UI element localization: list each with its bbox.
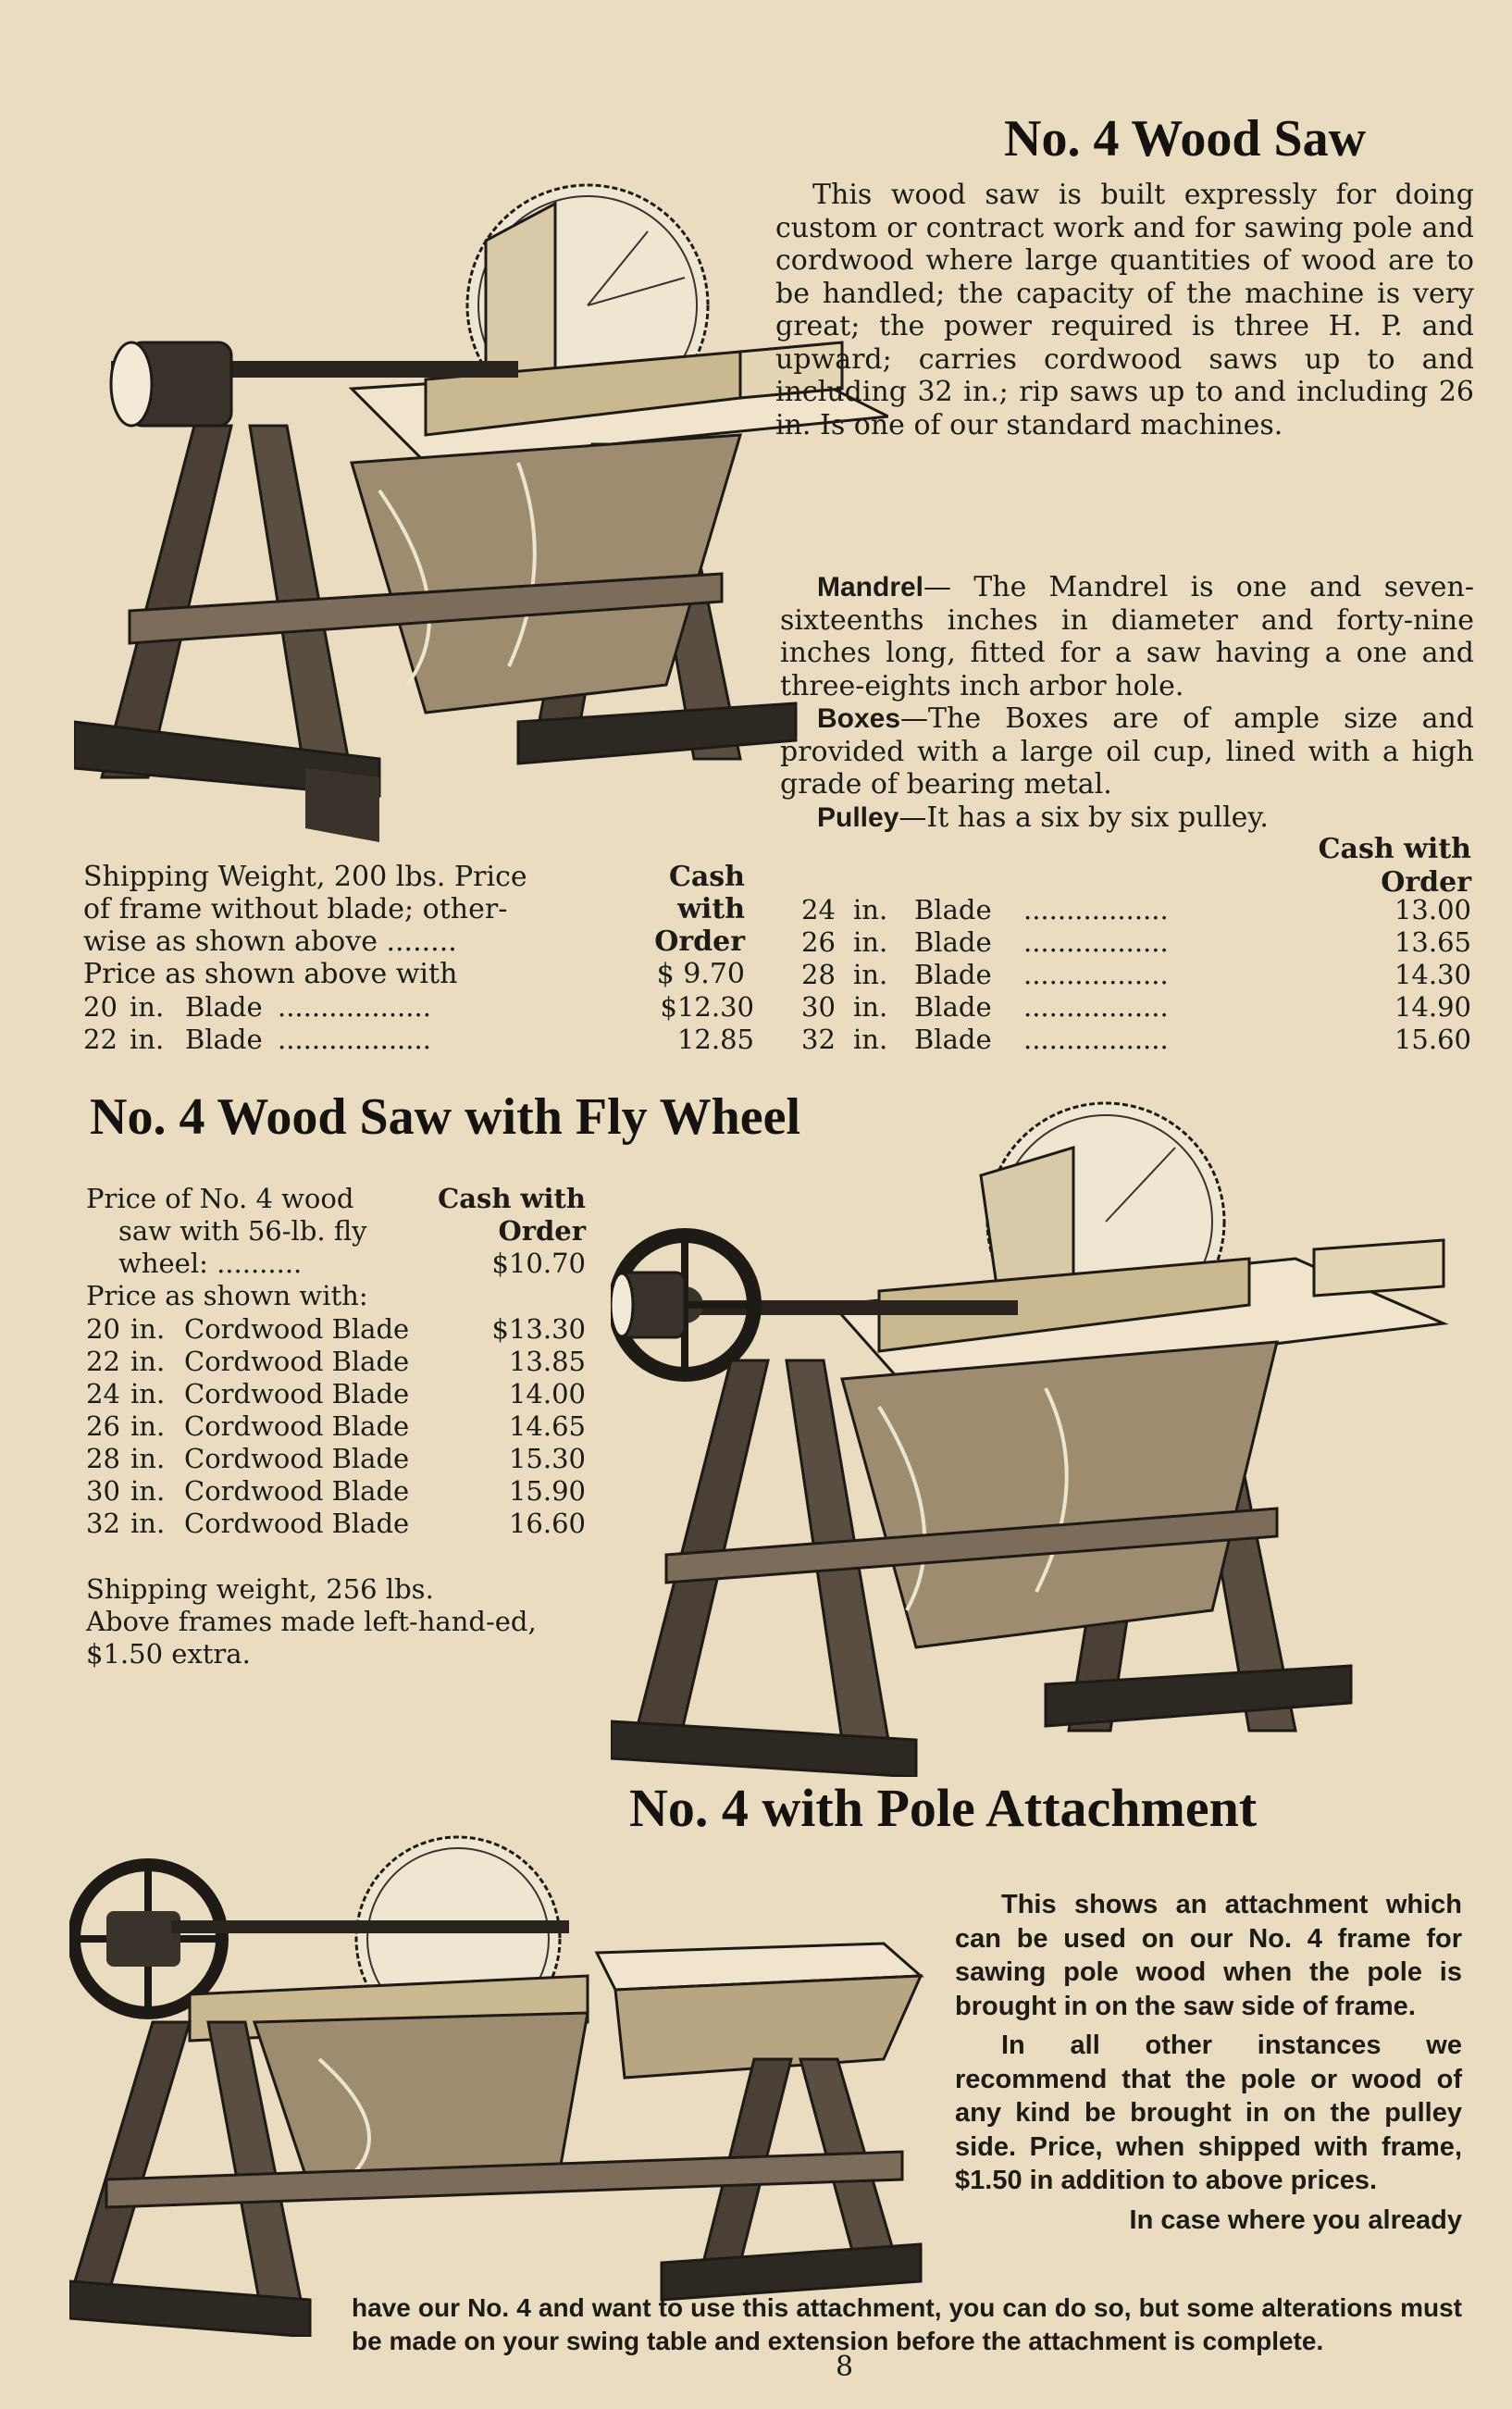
blade-label: Blade bbox=[914, 959, 992, 990]
blade-price: 13.00 bbox=[1394, 894, 1471, 925]
wood-saw-specs bbox=[780, 571, 1474, 834]
order-header: Order bbox=[654, 925, 745, 958]
blade-label: Blade bbox=[914, 926, 992, 958]
fly-wheel-price: $10.70 bbox=[491, 1248, 586, 1279]
blade-label: Blade bbox=[914, 894, 992, 925]
wood-saw-intro-wide bbox=[775, 179, 1474, 441]
wood-saw-right-header bbox=[1295, 833, 1471, 900]
blade-price: 14.00 bbox=[508, 1378, 586, 1409]
blade-size: 26 bbox=[86, 1410, 120, 1442]
price-line: Price of No. 4 wood bbox=[86, 1183, 354, 1214]
table-row bbox=[801, 1023, 1471, 1055]
table-row bbox=[86, 1507, 586, 1539]
blade-price: 13.85 bbox=[508, 1346, 586, 1377]
table-row bbox=[83, 1023, 754, 1055]
blade-price: $13.30 bbox=[491, 1313, 586, 1345]
table-row bbox=[86, 1409, 586, 1442]
blade-label: Cordwood Blade bbox=[184, 1410, 410, 1442]
blade-size: 28 bbox=[801, 959, 836, 990]
left-hand-note: Above frames made left-hand-ed, $1.50 extra. bbox=[86, 1606, 537, 1670]
blade-price: 15.30 bbox=[508, 1443, 586, 1474]
pole-para-3-start: In case where you already bbox=[1129, 2204, 1462, 2235]
pole-para-3-rest: have our No. 4 and want to use this attachment, you can do so, but some alterations must be made on your swing table and extension before the attachment is complete. bbox=[352, 2293, 1462, 2355]
table-row bbox=[86, 1345, 586, 1377]
leader-dots: ................. bbox=[1023, 991, 1169, 1023]
blade-label: Blade bbox=[185, 1024, 263, 1055]
table-row bbox=[83, 990, 754, 1023]
blade-size: 28 bbox=[86, 1443, 120, 1474]
blade-price: 13.65 bbox=[1394, 926, 1471, 958]
blade-size: 22 bbox=[86, 1346, 120, 1377]
leader-dots: ................. bbox=[1023, 894, 1169, 925]
leader-dots: ................. bbox=[1023, 1024, 1169, 1055]
pulley-text: —It has a six by six pulley. bbox=[899, 801, 1269, 834]
price-line: saw with 56-lb. fly bbox=[118, 1215, 367, 1247]
blade-label: Cordwood Blade bbox=[184, 1346, 410, 1377]
blade-price: $12.30 bbox=[660, 991, 754, 1023]
blade-unit: in. bbox=[853, 894, 888, 925]
blade-unit: in. bbox=[130, 1346, 166, 1377]
blade-label: Cordwood Blade bbox=[184, 1443, 410, 1474]
section-title-fly-wheel: No. 4 Wood Saw with Fly Wheel bbox=[90, 1088, 801, 1146]
blade-unit: in. bbox=[853, 1024, 888, 1055]
table-row bbox=[801, 893, 1471, 925]
shipping-weight: Shipping weight, 256 lbs. bbox=[86, 1573, 434, 1605]
pulley-paragraph bbox=[780, 801, 1474, 835]
boxes-label: Boxes bbox=[817, 703, 901, 734]
table-row bbox=[86, 1442, 586, 1474]
blade-label: Cordwood Blade bbox=[184, 1378, 410, 1409]
pulley-label: Pulley bbox=[817, 801, 899, 833]
table-row bbox=[86, 1377, 586, 1409]
blade-label: Blade bbox=[914, 1024, 992, 1055]
blade-size: 24 bbox=[801, 894, 836, 925]
fly-wheel-saw-illustration bbox=[611, 1092, 1462, 1777]
blade-unit: in. bbox=[853, 991, 888, 1023]
price-line: wheel: .......... bbox=[118, 1248, 303, 1279]
blade-size: 32 bbox=[801, 1024, 836, 1055]
blade-size: 24 bbox=[86, 1378, 120, 1409]
leader-dots: ................. bbox=[1023, 959, 1169, 990]
blade-unit: in. bbox=[130, 1410, 166, 1442]
price-line: of frame without blade; other- bbox=[83, 893, 508, 925]
order-header: Order bbox=[1381, 866, 1471, 899]
wood-saw-intro: This wood saw is built expressly for doing custom or contract work and for sawing pole and cordwood where large quantities of wood are to be handled; the capacity of the machine is very great; the power required is three H. P. and upward; carries cordwood saws up to and including 32 in.; rip saws up to and including 26 in. Is one of our standard machines. bbox=[775, 179, 1474, 441]
blade-label: Blade bbox=[914, 991, 992, 1023]
table-row bbox=[86, 1474, 586, 1507]
shown-with: Price as shown with: bbox=[86, 1280, 368, 1311]
blade-unit: in. bbox=[853, 926, 888, 958]
wood-saw-illustration bbox=[74, 167, 888, 842]
mandrel-paragraph bbox=[780, 571, 1474, 702]
boxes-paragraph bbox=[780, 702, 1474, 801]
order-header: Order bbox=[498, 1215, 586, 1247]
table-row bbox=[86, 1312, 586, 1345]
table-row bbox=[801, 958, 1471, 990]
blade-unit: in. bbox=[853, 959, 888, 990]
section-title-wood-saw: No. 4 Wood Saw bbox=[1004, 110, 1367, 168]
wood-saw-blade-table-left bbox=[83, 990, 754, 1055]
blade-unit: in. bbox=[130, 1508, 166, 1539]
frame-price: $ 9.70 bbox=[656, 958, 745, 990]
blade-size: 32 bbox=[86, 1508, 120, 1539]
blade-label: Cordwood Blade bbox=[184, 1313, 410, 1345]
blade-price: 16.60 bbox=[508, 1508, 586, 1539]
pole-attachment-illustration bbox=[69, 1782, 939, 2337]
blade-price: 15.60 bbox=[1394, 1024, 1471, 1055]
leader-dots: .................. bbox=[278, 1024, 431, 1055]
blade-label: Blade bbox=[185, 991, 263, 1023]
boxes-text: —The Boxes are of ample size and provided with a large oil cup, lined with a high grade of bearing metal. bbox=[780, 702, 1474, 801]
blade-price: 14.65 bbox=[508, 1410, 586, 1442]
blade-price: 14.90 bbox=[1394, 991, 1471, 1023]
fly-wheel-notes bbox=[86, 1573, 604, 1670]
price-line: wise as shown above ........ bbox=[83, 925, 457, 958]
blade-unit: in. bbox=[130, 1443, 166, 1474]
blade-label: Cordwood Blade bbox=[184, 1508, 410, 1539]
fly-wheel-blade-table bbox=[86, 1312, 586, 1539]
pole-para-3-wrap bbox=[74, 2291, 1462, 2358]
blade-price: 14.30 bbox=[1394, 959, 1471, 990]
blade-price: 15.90 bbox=[508, 1475, 586, 1507]
pole-para-1: This shows an attachment which can be used on our No. 4 frame for sawing pole wood when the pole is brought in on the saw side of frame. bbox=[955, 1890, 1462, 2021]
blade-unit: in. bbox=[130, 1378, 166, 1409]
blade-unit: in. bbox=[130, 1313, 166, 1345]
cash-header: Cash with bbox=[668, 861, 745, 925]
cash-header: Cash with bbox=[1318, 833, 1471, 865]
leader-dots: .................. bbox=[278, 991, 431, 1023]
leader-dots: ................. bbox=[1023, 926, 1169, 958]
table-row bbox=[801, 990, 1471, 1023]
blade-size: 22 bbox=[83, 1024, 118, 1055]
pole-attachment-text bbox=[955, 1888, 1462, 2237]
blade-label: Cordwood Blade bbox=[184, 1475, 410, 1507]
blade-size: 30 bbox=[801, 991, 836, 1023]
pole-para-2: In all other instances we recommend that the pole or wood of any kind be brought in on the pulley side. Price, when shipped with frame, $1.50 in addition to above prices. bbox=[955, 2030, 1462, 2195]
table-row bbox=[801, 925, 1471, 958]
blade-unit: in. bbox=[130, 1024, 165, 1055]
page-number: 8 bbox=[836, 2351, 854, 2383]
blade-price: 12.85 bbox=[676, 1024, 754, 1055]
section-title-pole-attachment: No. 4 with Pole Attachment bbox=[629, 1778, 1258, 1838]
blade-size: 30 bbox=[86, 1475, 120, 1507]
cash-header: Cash with bbox=[438, 1183, 586, 1214]
blade-size: 20 bbox=[83, 991, 118, 1023]
price-line: Price as shown above with bbox=[83, 958, 458, 990]
mandrel-text: — The Mandrel is one and seven-sixteenths inches in diameter and forty-nine inches long, fitted for a saw having a one and three-eights inch arbor hole. bbox=[780, 571, 1474, 702]
blade-size: 26 bbox=[801, 926, 836, 958]
blade-size: 20 bbox=[86, 1313, 120, 1345]
mandrel-label: Mandrel bbox=[817, 572, 924, 602]
blade-unit: in. bbox=[130, 991, 165, 1023]
price-line: Shipping Weight, 200 lbs. Price bbox=[83, 861, 527, 893]
wood-saw-blade-table-right bbox=[801, 893, 1471, 1055]
blade-unit: in. bbox=[130, 1475, 166, 1507]
